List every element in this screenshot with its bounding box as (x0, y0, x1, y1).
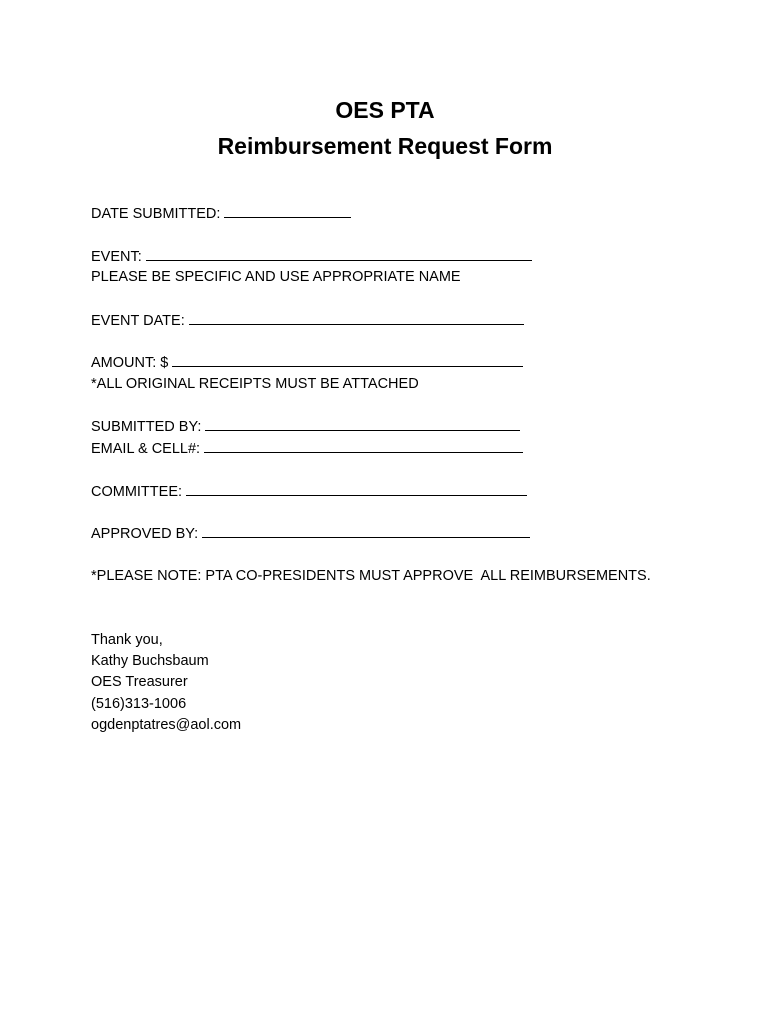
committee-blank[interactable] (186, 482, 527, 496)
event-row (91, 247, 532, 266)
event-date-label: EVENT DATE: (91, 313, 185, 329)
event-note: PLEASE BE SPECIFIC AND USE APPROPRIATE NAME (91, 269, 461, 285)
form-title: Reimbursement Request Form (217, 133, 553, 159)
submitted-by-label: SUBMITTED BY: (91, 419, 202, 435)
event-date-row (91, 311, 524, 330)
committee-row (91, 482, 527, 501)
submitted-by-blank[interactable] (205, 417, 520, 431)
amount-row (91, 353, 523, 372)
closing-text: Thank you, (91, 632, 163, 648)
date-submitted-row (91, 204, 351, 223)
amount-blank[interactable] (172, 353, 523, 367)
email-cell-blank[interactable] (204, 439, 523, 453)
date-submitted-blank[interactable] (224, 204, 351, 218)
amount-label: AMOUNT: $ (91, 355, 169, 371)
approved-by-blank[interactable] (202, 524, 530, 538)
approved-by-label: APPROVED BY: (91, 526, 199, 542)
signer-phone: (516)313-1006 (91, 696, 187, 712)
event-blank[interactable] (146, 247, 532, 261)
date-submitted-label: DATE SUBMITTED: (91, 206, 221, 222)
approved-by-row (91, 524, 530, 543)
email-cell-label: EMAIL & CELL#: (91, 441, 201, 457)
org-title: OES PTA (335, 97, 435, 123)
email-cell-row (91, 439, 523, 458)
signer-name: Kathy Buchsbaum (91, 653, 209, 669)
amount-note: *ALL ORIGINAL RECEIPTS MUST BE ATTACHED (91, 376, 419, 392)
event-label: EVENT: (91, 249, 142, 265)
approval-note: *PLEASE NOTE: PTA CO-PRESIDENTS MUST APPROVE ALL REIMBURSEMENTS. (91, 568, 651, 584)
signer-email: ogdenptatres@aol.com (91, 717, 242, 733)
event-date-blank[interactable] (189, 311, 524, 325)
signer-role: OES Treasurer (91, 674, 188, 690)
submitted-by-row (91, 417, 520, 436)
committee-label: COMMITTEE: (91, 484, 183, 500)
